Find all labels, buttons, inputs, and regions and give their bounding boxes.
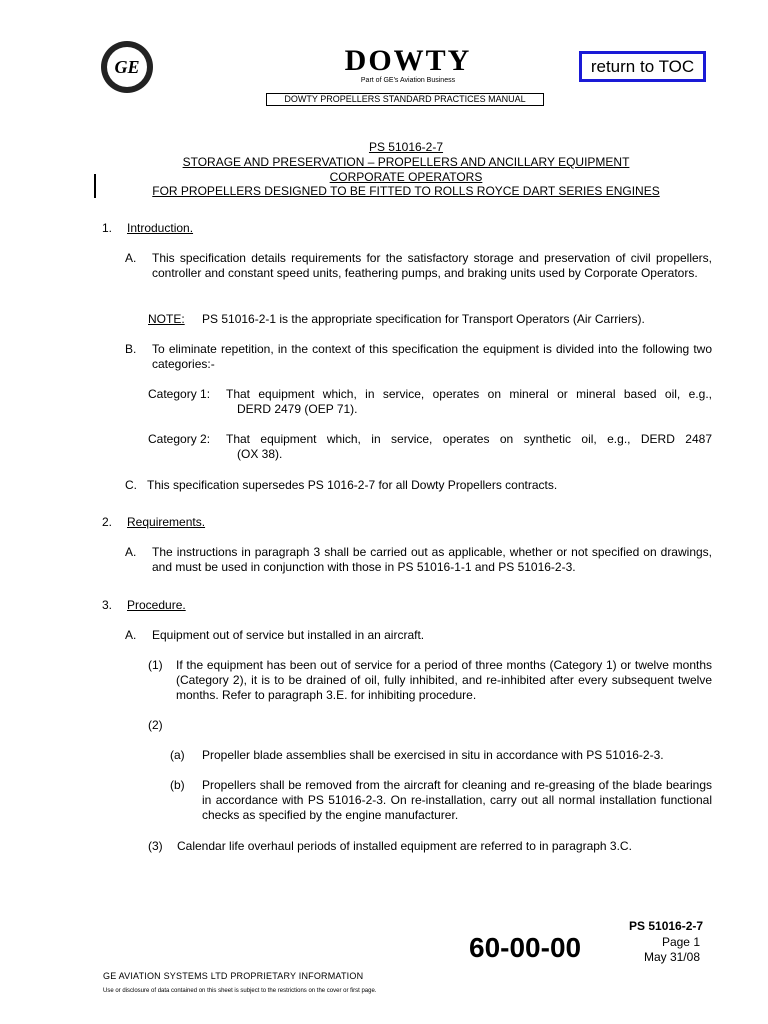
item-2-label: (2) (148, 718, 163, 732)
category-2-label: Category 2: (148, 432, 211, 446)
section-1-heading: Introduction. (127, 221, 194, 235)
revision-date: May 31/08 (643, 950, 700, 964)
section-1b-text: To eliminate repetition, in the context of this specification the equipment is divided into the following two categories:- (152, 342, 712, 371)
page-number: Page 1 (661, 935, 700, 949)
disclaimer: Use or disclosure of data contained on this sheet is subject to the restrictions on the cover or first page. (103, 988, 377, 994)
section-1c-text: This specification supersedes PS 1016-2-7 for all Dowty Propellers contracts. (147, 478, 558, 492)
category-2-text-cont: (OX 38). (237, 447, 283, 461)
doc-number-title: PS 51016-2-7 (368, 140, 444, 154)
ge-logo (101, 41, 153, 93)
item-2b-text: Propellers shall be removed from the aircraft for cleaning and re-greasing of the blade bearings in accordance with PS 51016-2-3. On re-installation, carry out all normal installation functional checks as specified by the engine manufacturer. (202, 778, 712, 822)
item-1-text: If the equipment has been out of service for a period of three months (Category 1) or twelve months (Category 2), it is to be drained of oil, fully inhibited, and re-inhibited after every subsequent twelve months. Refer to paragraph 3.E. for inhibiting procedure. (176, 658, 712, 702)
item-1-label: (1) (148, 658, 163, 672)
return-to-toc-link[interactable]: return to TOC (579, 51, 706, 82)
section-1a-text: This specification details requirements for the satisfactory storage and preservation of civil propellers, controller and constant speed units, feathering pumps, and braking units used by Corporate Operators. (152, 251, 712, 280)
category-1-text-cont: DERD 2479 (OEP 71). (237, 402, 358, 416)
item-2a-label: (a) (170, 748, 185, 762)
chapter-number: 60-00-00 (469, 932, 582, 963)
note-text: PS 51016-2-1 is the appropriate specification for Transport Operators (Air Carriers). (202, 312, 645, 326)
section-1b-label: B. (125, 342, 137, 356)
section-2a-label: A. (125, 545, 137, 559)
category-1-text: That equipment which, in service, operates on mineral or mineral based oil, e.g., (226, 387, 712, 401)
title-line-3: FOR PROPELLERS DESIGNED TO BE FITTED TO ROLLS ROYCE DART SERIES ENGINES (152, 184, 660, 198)
section-3a-label: A. (125, 628, 137, 642)
section-3a-text: Equipment out of service but installed in an aircraft. (152, 628, 425, 642)
item-2a-text: Propeller blade assemblies shall be exercised in situ in accordance with PS 51016-2-3. (202, 748, 664, 762)
category-1-label: Category 1: (148, 387, 211, 401)
dowty-tagline: Part of GE's Aviation Business (360, 77, 456, 84)
change-bar (94, 174, 96, 198)
section-1c-label: C. (125, 478, 137, 492)
section-1-number: 1. (102, 221, 113, 235)
proprietary-notice: GE AVIATION SYSTEMS LTD PROPRIETARY INFORMATION (103, 971, 364, 981)
item-3-text: Calendar life overhaul periods of installed equipment are referred to in paragraph 3.C. (177, 839, 632, 853)
ge-logo-mark: GE (107, 47, 147, 87)
section-2-heading: Requirements. (127, 515, 206, 529)
section-2-number: 2. (102, 515, 113, 529)
section-2a-text: The instructions in paragraph 3 shall be carried out as applicable, whether or not specified on drawings, and must be used in conjunction with those in PS 51016-1-1 and PS 51016-2-3. (152, 545, 712, 574)
section-1a-label: A. (125, 251, 137, 265)
note-label: NOTE: (148, 312, 185, 326)
item-3-label: (3) (148, 839, 163, 853)
category-2-text: That equipment which, in service, operates on synthetic oil, e.g., DERD 2487 (226, 432, 712, 446)
footer-doc-number: PS 51016-2-7 (629, 919, 704, 933)
title-line-2: CORPORATE OPERATORS (329, 170, 483, 184)
dowty-logo: DOWTY (344, 44, 472, 77)
section-3-number: 3. (102, 598, 113, 612)
item-2b-label: (b) (170, 778, 185, 792)
section-3-heading: Procedure. (127, 598, 186, 612)
title-line-1: STORAGE AND PRESERVATION – PROPELLERS AND ANCILLARY EQUIPMENT (182, 155, 630, 169)
manual-title: DOWTY PROPELLERS STANDARD PRACTICES MANUAL (266, 93, 544, 106)
